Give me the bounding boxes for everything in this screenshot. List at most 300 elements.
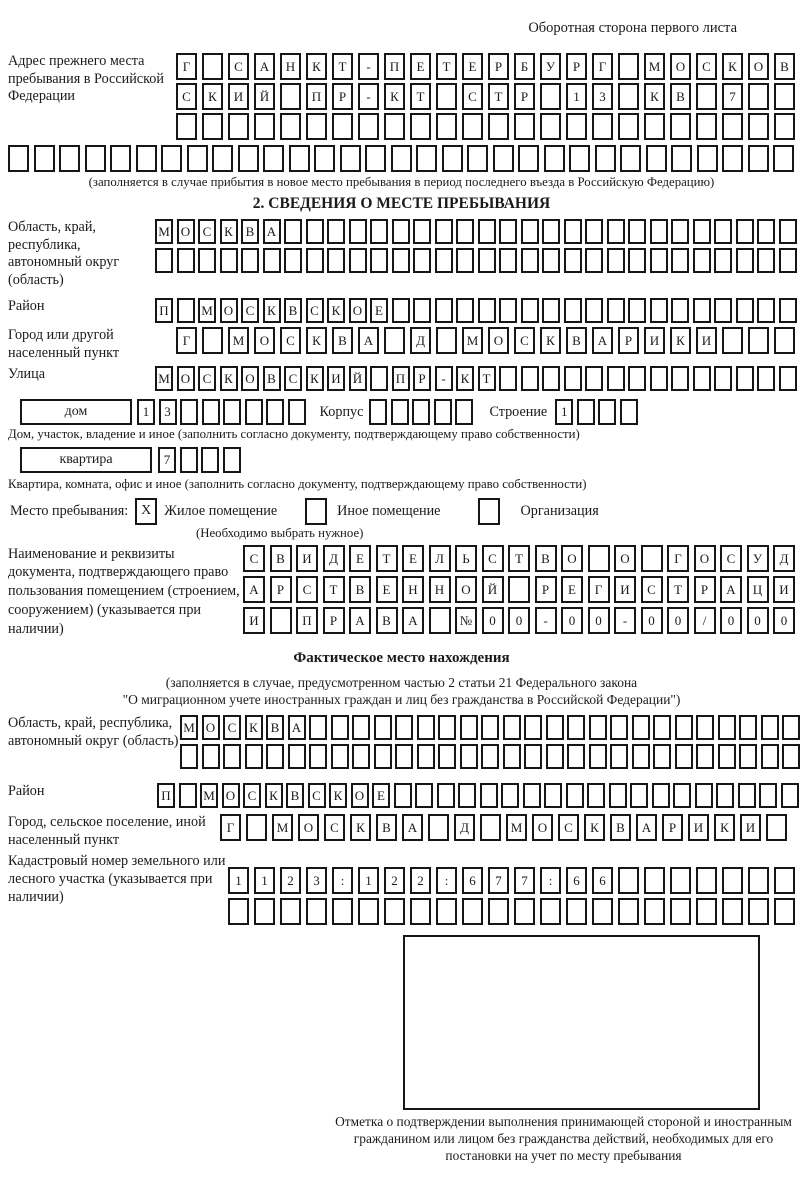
char-cell[interactable]: С xyxy=(482,545,504,572)
char-cell[interactable]: О xyxy=(561,545,583,572)
char-cell[interactable] xyxy=(369,399,387,425)
char-cell[interactable]: И xyxy=(740,814,761,841)
char-cell[interactable]: С xyxy=(176,83,197,110)
char-cell[interactable]: Е xyxy=(561,576,583,603)
char-cell[interactable]: А xyxy=(636,814,657,841)
char-cell[interactable]: И xyxy=(614,576,636,603)
char-cell[interactable]: П xyxy=(384,53,405,80)
char-cell[interactable]: К xyxy=(306,53,327,80)
char-cell[interactable] xyxy=(761,744,779,769)
char-cell[interactable] xyxy=(696,83,717,110)
char-cell[interactable] xyxy=(696,715,714,740)
char-cell[interactable]: К xyxy=(306,366,324,391)
char-cell[interactable] xyxy=(435,219,453,244)
char-cell[interactable] xyxy=(569,145,590,172)
char-cell[interactable] xyxy=(177,298,195,323)
char-cell[interactable] xyxy=(270,607,292,634)
char-cell[interactable]: 2 xyxy=(280,867,301,894)
char-cell[interactable] xyxy=(628,248,646,273)
char-cell[interactable]: Р xyxy=(488,53,509,80)
char-cell[interactable]: А xyxy=(592,327,613,354)
char-cell[interactable]: М xyxy=(180,715,198,740)
char-cell[interactable] xyxy=(180,744,198,769)
char-cell[interactable]: 6 xyxy=(462,867,483,894)
char-cell[interactable]: В xyxy=(774,53,795,80)
char-cell[interactable] xyxy=(722,898,743,925)
char-cell[interactable] xyxy=(332,898,353,925)
char-cell[interactable] xyxy=(438,744,456,769)
char-cell[interactable] xyxy=(392,298,410,323)
char-cell[interactable]: К xyxy=(644,83,665,110)
char-cell[interactable] xyxy=(670,113,691,140)
char-cell[interactable]: А xyxy=(254,53,275,80)
char-cell[interactable]: Г xyxy=(588,576,610,603)
char-cell[interactable] xyxy=(331,715,349,740)
char-cell[interactable] xyxy=(254,113,275,140)
char-cell[interactable] xyxy=(478,248,496,273)
char-cell[interactable] xyxy=(652,783,670,808)
char-cell[interactable] xyxy=(671,248,689,273)
char-cell[interactable] xyxy=(467,145,488,172)
char-cell[interactable] xyxy=(736,248,754,273)
char-cell[interactable] xyxy=(202,399,220,425)
char-cell[interactable] xyxy=(499,366,517,391)
char-cell[interactable]: О xyxy=(298,814,319,841)
char-cell[interactable] xyxy=(671,366,689,391)
char-cell[interactable] xyxy=(714,298,732,323)
char-cell[interactable]: М xyxy=(155,219,173,244)
char-cell[interactable] xyxy=(540,83,561,110)
char-cell[interactable] xyxy=(455,399,473,425)
char-cell[interactable]: В xyxy=(376,607,398,634)
char-cell[interactable] xyxy=(340,145,361,172)
char-cell[interactable]: Й xyxy=(254,83,275,110)
char-cell[interactable] xyxy=(327,219,345,244)
char-cell[interactable] xyxy=(585,298,603,323)
char-cell[interactable]: : xyxy=(436,867,457,894)
char-cell[interactable] xyxy=(618,83,639,110)
char-cell[interactable]: К xyxy=(306,327,327,354)
char-cell[interactable] xyxy=(499,298,517,323)
char-cell[interactable]: А xyxy=(402,607,424,634)
char-cell[interactable] xyxy=(306,219,324,244)
char-cell[interactable]: А xyxy=(288,715,306,740)
char-cell[interactable]: - xyxy=(614,607,636,634)
char-cell[interactable] xyxy=(480,814,501,841)
char-cell[interactable] xyxy=(238,145,259,172)
char-cell[interactable] xyxy=(246,814,267,841)
char-cell[interactable]: Р xyxy=(323,607,345,634)
char-cell[interactable]: К xyxy=(327,298,345,323)
char-cell[interactable]: И xyxy=(228,83,249,110)
char-cell[interactable]: К xyxy=(245,715,263,740)
char-cell[interactable]: В xyxy=(284,298,302,323)
char-cell[interactable]: К xyxy=(202,83,223,110)
char-cell[interactable] xyxy=(202,113,223,140)
char-cell[interactable]: О xyxy=(220,298,238,323)
char-cell[interactable] xyxy=(739,744,757,769)
char-cell[interactable]: С xyxy=(284,366,302,391)
char-cell[interactable] xyxy=(395,715,413,740)
char-cell[interactable] xyxy=(352,744,370,769)
char-cell[interactable] xyxy=(370,219,388,244)
checkbox-inoe[interactable] xyxy=(305,498,327,525)
char-cell[interactable] xyxy=(589,715,607,740)
char-cell[interactable] xyxy=(722,867,743,894)
char-cell[interactable] xyxy=(110,145,131,172)
char-cell[interactable] xyxy=(607,219,625,244)
char-cell[interactable] xyxy=(618,898,639,925)
char-cell[interactable]: Р xyxy=(413,366,431,391)
char-cell[interactable] xyxy=(462,898,483,925)
char-cell[interactable] xyxy=(566,113,587,140)
char-cell[interactable] xyxy=(759,783,777,808)
char-cell[interactable] xyxy=(85,145,106,172)
char-cell[interactable] xyxy=(417,715,435,740)
char-cell[interactable]: А xyxy=(720,576,742,603)
char-cell[interactable] xyxy=(417,744,435,769)
char-cell[interactable]: О xyxy=(748,53,769,80)
char-cell[interactable]: - xyxy=(535,607,557,634)
char-cell[interactable]: Т xyxy=(478,366,496,391)
char-cell[interactable] xyxy=(436,898,457,925)
char-cell[interactable]: 7 xyxy=(722,83,743,110)
char-cell[interactable] xyxy=(774,83,795,110)
char-cell[interactable] xyxy=(478,219,496,244)
char-cell[interactable] xyxy=(223,399,241,425)
char-cell[interactable]: П xyxy=(157,783,175,808)
char-cell[interactable] xyxy=(34,145,55,172)
char-cell[interactable] xyxy=(288,399,306,425)
char-cell[interactable]: Т xyxy=(332,53,353,80)
char-cell[interactable]: 3 xyxy=(592,83,613,110)
char-cell[interactable]: О xyxy=(177,219,195,244)
char-cell[interactable]: - xyxy=(358,53,379,80)
char-cell[interactable] xyxy=(309,744,327,769)
char-cell[interactable]: Р xyxy=(618,327,639,354)
char-cell[interactable] xyxy=(540,113,561,140)
char-cell[interactable]: 1 xyxy=(566,83,587,110)
char-cell[interactable] xyxy=(394,783,412,808)
char-cell[interactable]: О xyxy=(488,327,509,354)
checkbox-org[interactable] xyxy=(478,498,500,525)
char-cell[interactable]: С xyxy=(641,576,663,603)
char-cell[interactable]: О xyxy=(614,545,636,572)
char-cell[interactable]: Д xyxy=(773,545,795,572)
char-cell[interactable] xyxy=(675,715,693,740)
char-cell[interactable] xyxy=(714,248,732,273)
char-cell[interactable]: № xyxy=(455,607,477,634)
char-cell[interactable]: С xyxy=(198,366,216,391)
char-cell[interactable] xyxy=(436,327,457,354)
char-cell[interactable] xyxy=(428,814,449,841)
char-cell[interactable]: 0 xyxy=(561,607,583,634)
char-cell[interactable]: К xyxy=(540,327,561,354)
char-cell[interactable]: С xyxy=(198,219,216,244)
char-cell[interactable] xyxy=(410,898,431,925)
char-cell[interactable] xyxy=(284,219,302,244)
char-cell[interactable] xyxy=(696,867,717,894)
char-cell[interactable] xyxy=(332,113,353,140)
char-cell[interactable]: О xyxy=(202,715,220,740)
char-cell[interactable] xyxy=(392,248,410,273)
char-cell[interactable] xyxy=(564,219,582,244)
char-cell[interactable]: Р xyxy=(566,53,587,80)
char-cell[interactable] xyxy=(592,898,613,925)
char-cell[interactable]: : xyxy=(332,867,353,894)
char-cell[interactable]: Й xyxy=(349,366,367,391)
char-cell[interactable] xyxy=(263,248,281,273)
char-cell[interactable] xyxy=(714,366,732,391)
char-cell[interactable]: Т xyxy=(508,545,530,572)
char-cell[interactable] xyxy=(521,219,539,244)
char-cell[interactable] xyxy=(263,145,284,172)
char-cell[interactable]: К xyxy=(220,366,238,391)
char-cell[interactable] xyxy=(413,219,431,244)
char-cell[interactable]: 1 xyxy=(254,867,275,894)
char-cell[interactable] xyxy=(254,898,275,925)
char-cell[interactable] xyxy=(503,744,521,769)
char-cell[interactable] xyxy=(280,898,301,925)
char-cell[interactable]: В xyxy=(241,219,259,244)
char-cell[interactable] xyxy=(349,219,367,244)
char-cell[interactable] xyxy=(671,219,689,244)
char-cell[interactable]: 0 xyxy=(482,607,504,634)
char-cell[interactable]: П xyxy=(155,298,173,323)
char-cell[interactable] xyxy=(773,145,794,172)
char-cell[interactable] xyxy=(653,715,671,740)
char-cell[interactable] xyxy=(781,783,799,808)
char-cell[interactable]: А xyxy=(358,327,379,354)
char-cell[interactable] xyxy=(628,298,646,323)
char-cell[interactable]: О xyxy=(532,814,553,841)
char-cell[interactable]: С xyxy=(296,576,318,603)
char-cell[interactable]: В xyxy=(332,327,353,354)
char-cell[interactable]: Р xyxy=(662,814,683,841)
char-cell[interactable]: С xyxy=(720,545,742,572)
char-cell[interactable] xyxy=(198,248,216,273)
char-cell[interactable] xyxy=(514,113,535,140)
char-cell[interactable] xyxy=(632,744,650,769)
char-cell[interactable] xyxy=(670,867,691,894)
char-cell[interactable] xyxy=(779,298,797,323)
char-cell[interactable] xyxy=(587,783,605,808)
char-cell[interactable]: Л xyxy=(429,545,451,572)
char-cell[interactable] xyxy=(391,399,409,425)
char-cell[interactable]: Н xyxy=(280,53,301,80)
char-cell[interactable] xyxy=(391,145,412,172)
char-cell[interactable]: М xyxy=(228,327,249,354)
char-cell[interactable] xyxy=(284,248,302,273)
char-cell[interactable] xyxy=(436,113,457,140)
char-cell[interactable]: Г xyxy=(592,53,613,80)
char-cell[interactable]: К xyxy=(263,298,281,323)
char-cell[interactable]: Е xyxy=(370,298,388,323)
char-cell[interactable] xyxy=(585,219,603,244)
char-cell[interactable] xyxy=(546,744,564,769)
char-cell[interactable]: Ь xyxy=(455,545,477,572)
char-cell[interactable] xyxy=(395,744,413,769)
char-cell[interactable] xyxy=(779,366,797,391)
char-cell[interactable]: С xyxy=(558,814,579,841)
char-cell[interactable] xyxy=(460,715,478,740)
char-cell[interactable] xyxy=(542,248,560,273)
char-cell[interactable] xyxy=(460,744,478,769)
char-cell[interactable] xyxy=(508,576,530,603)
char-cell[interactable] xyxy=(384,327,405,354)
char-cell[interactable]: И xyxy=(696,327,717,354)
char-cell[interactable]: О xyxy=(351,783,369,808)
char-cell[interactable]: 6 xyxy=(566,867,587,894)
char-cell[interactable] xyxy=(438,715,456,740)
char-cell[interactable] xyxy=(577,399,595,425)
char-cell[interactable]: М xyxy=(200,783,218,808)
char-cell[interactable] xyxy=(779,248,797,273)
char-cell[interactable] xyxy=(618,867,639,894)
char-cell[interactable] xyxy=(610,744,628,769)
char-cell[interactable] xyxy=(632,715,650,740)
char-cell[interactable]: В xyxy=(566,327,587,354)
char-cell[interactable] xyxy=(327,248,345,273)
char-cell[interactable]: 0 xyxy=(773,607,795,634)
char-cell[interactable] xyxy=(384,113,405,140)
char-cell[interactable] xyxy=(499,248,517,273)
char-cell[interactable]: Е xyxy=(376,576,398,603)
char-cell[interactable]: И xyxy=(644,327,665,354)
char-cell[interactable]: 2 xyxy=(384,867,405,894)
char-cell[interactable] xyxy=(521,366,539,391)
char-cell[interactable] xyxy=(738,783,756,808)
char-cell[interactable] xyxy=(761,715,779,740)
char-cell[interactable] xyxy=(352,715,370,740)
char-cell[interactable] xyxy=(176,113,197,140)
char-cell[interactable] xyxy=(607,248,625,273)
char-cell[interactable] xyxy=(693,219,711,244)
char-cell[interactable] xyxy=(566,783,584,808)
char-cell[interactable] xyxy=(748,113,769,140)
char-cell[interactable] xyxy=(289,145,310,172)
char-cell[interactable]: Р xyxy=(332,83,353,110)
char-cell[interactable] xyxy=(524,744,542,769)
char-cell[interactable]: 0 xyxy=(588,607,610,634)
char-cell[interactable] xyxy=(434,399,452,425)
char-cell[interactable]: В xyxy=(270,545,292,572)
char-cell[interactable] xyxy=(481,744,499,769)
char-cell[interactable]: С xyxy=(514,327,535,354)
char-cell[interactable] xyxy=(739,715,757,740)
char-cell[interactable] xyxy=(542,298,560,323)
char-cell[interactable] xyxy=(384,898,405,925)
char-cell[interactable]: - xyxy=(435,366,453,391)
char-cell[interactable] xyxy=(280,83,301,110)
char-cell[interactable]: В xyxy=(349,576,371,603)
char-cell[interactable]: 0 xyxy=(641,607,663,634)
char-cell[interactable]: Б xyxy=(514,53,535,80)
char-cell[interactable] xyxy=(671,298,689,323)
char-cell[interactable]: К xyxy=(456,366,474,391)
char-cell[interactable]: В xyxy=(535,545,557,572)
char-cell[interactable] xyxy=(585,366,603,391)
char-cell[interactable] xyxy=(521,248,539,273)
char-cell[interactable]: 0 xyxy=(508,607,530,634)
char-cell[interactable]: 1 xyxy=(358,867,379,894)
char-cell[interactable]: Г xyxy=(667,545,689,572)
char-cell[interactable] xyxy=(748,145,769,172)
char-cell[interactable]: Ц xyxy=(747,576,769,603)
char-cell[interactable] xyxy=(610,715,628,740)
char-cell[interactable] xyxy=(358,898,379,925)
char-cell[interactable] xyxy=(718,715,736,740)
char-cell[interactable]: М xyxy=(198,298,216,323)
char-cell[interactable]: Р xyxy=(694,576,716,603)
char-cell[interactable]: Т xyxy=(410,83,431,110)
char-cell[interactable] xyxy=(488,113,509,140)
char-cell[interactable] xyxy=(228,113,249,140)
char-cell[interactable]: Е xyxy=(402,545,424,572)
char-cell[interactable]: К xyxy=(350,814,371,841)
char-cell[interactable]: В xyxy=(263,366,281,391)
char-cell[interactable]: К xyxy=(670,327,691,354)
char-cell[interactable] xyxy=(641,545,663,572)
char-cell[interactable]: О xyxy=(349,298,367,323)
char-cell[interactable] xyxy=(544,145,565,172)
char-cell[interactable]: С xyxy=(243,783,261,808)
char-cell[interactable] xyxy=(618,53,639,80)
char-cell[interactable] xyxy=(503,715,521,740)
char-cell[interactable]: Г xyxy=(176,327,197,354)
char-cell[interactable]: С xyxy=(324,814,345,841)
char-cell[interactable] xyxy=(722,327,743,354)
char-cell[interactable] xyxy=(436,83,457,110)
char-cell[interactable]: Т xyxy=(488,83,509,110)
char-cell[interactable] xyxy=(748,327,769,354)
char-cell[interactable]: А xyxy=(243,576,265,603)
char-cell[interactable] xyxy=(644,867,665,894)
char-cell[interactable] xyxy=(609,783,627,808)
char-cell[interactable]: И xyxy=(688,814,709,841)
char-cell[interactable] xyxy=(748,83,769,110)
char-cell[interactable]: Р xyxy=(514,83,535,110)
char-cell[interactable]: С xyxy=(306,298,324,323)
char-cell[interactable]: С xyxy=(228,53,249,80)
char-cell[interactable] xyxy=(223,744,241,769)
char-cell[interactable]: Е xyxy=(462,53,483,80)
char-cell[interactable] xyxy=(757,219,775,244)
char-cell[interactable]: П xyxy=(392,366,410,391)
char-cell[interactable] xyxy=(564,366,582,391)
char-cell[interactable] xyxy=(774,867,795,894)
char-cell[interactable] xyxy=(546,715,564,740)
char-cell[interactable] xyxy=(201,447,219,473)
char-cell[interactable] xyxy=(212,145,233,172)
char-cell[interactable]: М xyxy=(462,327,483,354)
char-cell[interactable] xyxy=(413,298,431,323)
char-cell[interactable] xyxy=(650,298,668,323)
char-cell[interactable] xyxy=(782,744,800,769)
char-cell[interactable] xyxy=(442,145,463,172)
char-cell[interactable] xyxy=(499,219,517,244)
char-cell[interactable] xyxy=(488,898,509,925)
char-cell[interactable] xyxy=(415,783,433,808)
char-cell[interactable] xyxy=(716,783,734,808)
char-cell[interactable] xyxy=(628,366,646,391)
char-cell[interactable]: О xyxy=(694,545,716,572)
char-cell[interactable]: В xyxy=(610,814,631,841)
char-cell[interactable]: С xyxy=(308,783,326,808)
char-cell[interactable]: А xyxy=(263,219,281,244)
char-cell[interactable]: Т xyxy=(667,576,689,603)
char-cell[interactable] xyxy=(675,744,693,769)
